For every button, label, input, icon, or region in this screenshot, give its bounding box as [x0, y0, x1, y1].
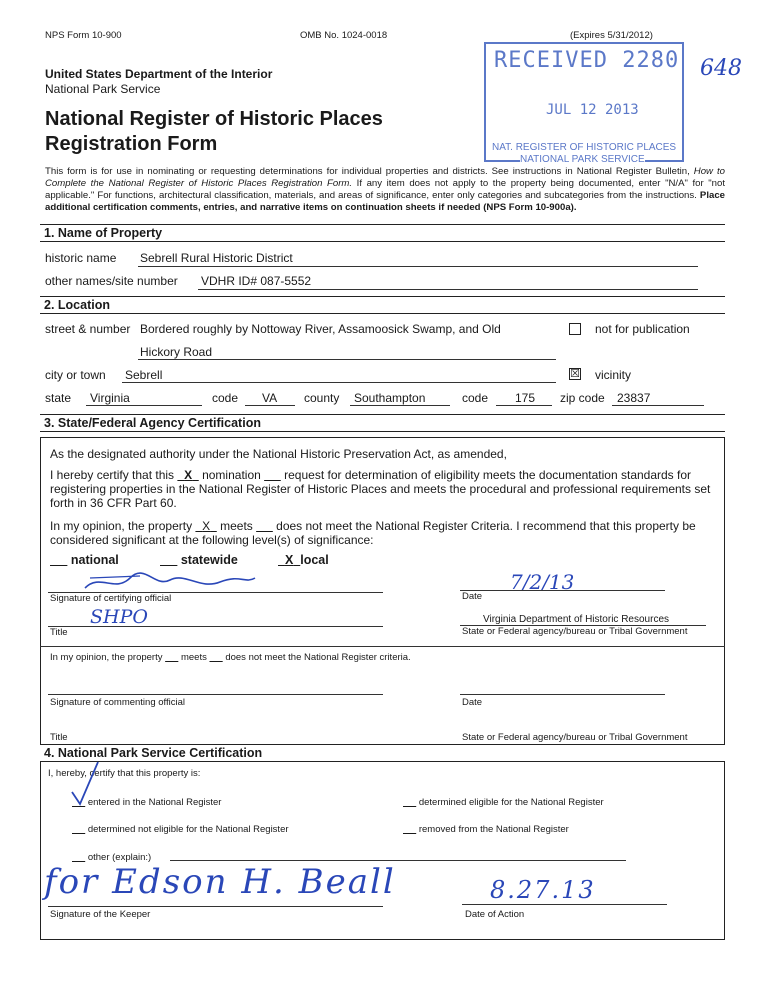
street-value-line2[interactable]: Hickory Road [140, 345, 213, 359]
option-eligible[interactable]: determined eligible for the National Register [418, 797, 604, 808]
expiration-date: (Expires 5/31/2012) [570, 30, 653, 41]
stamp-date: JUL 12 2013 [546, 102, 639, 118]
street-line [138, 359, 556, 360]
nps-certify-intro: I, hereby, certify that this property is: [48, 768, 201, 779]
form-title-line2: Registration Form [45, 133, 218, 155]
state-label: state [45, 391, 72, 405]
certifying-signature-label: Signature of certifying official [50, 593, 172, 604]
other-names-line [198, 289, 698, 290]
certifying-agency-label: State or Federal agency/bureau or Tribal Government [462, 626, 688, 637]
option-entered[interactable]: entered in the National Register [87, 797, 222, 808]
section4-box [40, 762, 725, 940]
nomination-x[interactable]: X [184, 468, 193, 482]
certifying-date-label: Date [462, 591, 483, 602]
other-names-label: other names/site number [45, 274, 178, 288]
zip-value[interactable]: 23837 [617, 391, 651, 405]
zip-label: zip code [560, 391, 605, 405]
level-statewide[interactable]: statewide [180, 553, 238, 567]
county-code-line [496, 405, 552, 406]
not-for-publication-checkbox[interactable] [569, 323, 581, 335]
option-removed[interactable]: removed from the National Register [418, 824, 569, 835]
form-title-line1: National Register of Historic Places [45, 108, 383, 130]
stamp-received: RECEIVED 2280 [494, 48, 680, 73]
section2-heading: 2. Location [40, 296, 725, 314]
instructions-text-2: If any item does not apply to the property being documented, enter "N/A" for "not applicable." For functions, architectural classification, materials, and areas of significance, enter only categories and subcategories from the instructions. [45, 178, 725, 201]
instructions-bulletin-title: How to Complete the National Register of Historic Places Registration Form. [45, 166, 725, 189]
handwritten-reference-number: 648 [700, 56, 742, 81]
agency-name: National Park Service [45, 82, 161, 96]
commenting-agency-label: State or Federal agency/bureau or Tribal Government [462, 732, 688, 743]
keeper-signature-label: Signature of the Keeper [50, 909, 151, 920]
county-code-value[interactable]: 175 [515, 391, 536, 405]
stamp-line1: NAT. REGISTER OF HISTORIC PLACES [492, 142, 677, 153]
option-other[interactable]: other (explain:) [87, 852, 152, 863]
keeper-signature: for Edson H. Beall [44, 862, 396, 902]
county-code-label: code [462, 391, 489, 405]
stamp-line2: NATIONAL PARK SERVICE [520, 154, 645, 165]
vicinity-checkbox[interactable]: ☒ [570, 368, 580, 380]
state-value[interactable]: Virginia [90, 391, 130, 405]
opinion-statement: In my opinion, the property X meets does not meet the National Register Criteria. I recommend that this property be considered significant at the following level(s) of significance: [50, 519, 696, 547]
certifying-agency-value: Virginia Department of Historic Resources [483, 614, 670, 625]
commenting-signature-line [48, 694, 383, 695]
instructions-paragraph [45, 166, 725, 214]
section1-heading: 1. Name of Property [40, 224, 725, 242]
state-code-label: code [212, 391, 239, 405]
commenting-date-label: Date [462, 697, 483, 708]
state-code-line [245, 405, 295, 406]
street-label: street & number [45, 322, 131, 336]
street-value-line1[interactable]: Bordered roughly by Nottoway River, Assamoosick Swamp, and Old [140, 322, 501, 336]
certifying-title-value: SHPO [90, 606, 148, 628]
section3-divider [40, 646, 725, 647]
state-code-value[interactable]: VA [262, 391, 278, 405]
historic-name-label: historic name [45, 251, 117, 265]
section4-heading: 4. National Park Service Certification [40, 744, 725, 762]
instructions-continuation: Place additional certification comments, entries, and narrative items on continuation sheets if needed (NPS Form 10-900a). [45, 190, 725, 213]
commenting-signature-label: Signature of commenting official [50, 697, 186, 708]
city-label: city or town [45, 368, 106, 382]
county-value[interactable]: Southampton [354, 391, 426, 405]
received-stamp [484, 42, 684, 165]
vicinity-label: vicinity [595, 368, 632, 382]
action-date-label: Date of Action [465, 909, 525, 920]
action-date-value: 8.27.13 [490, 876, 596, 904]
certify-statement: I hereby certify that this X nomination request for determination of eligibility meets the documentation standards for registering properties in the National Register of Historic Places and meets the procedural and professional requirements set forth in 36 CFR Part 60. [50, 468, 711, 510]
instructions-text-1: This form is for use in nominating or requesting determinations for individual properties and districts. See instructions in National Register Bulletin, [45, 166, 694, 177]
county-label: county [304, 391, 340, 405]
not-for-publication-label: not for publication [595, 322, 690, 336]
state-line [86, 405, 202, 406]
zip-line [612, 405, 704, 406]
commenting-date-line [460, 694, 665, 695]
certifying-title-label: Title [50, 627, 68, 638]
authority-statement: As the designated authority under the National Historic Preservation Act, as amended, [50, 447, 507, 461]
meets-x[interactable]: X [202, 519, 211, 533]
certifying-title-line [48, 626, 383, 627]
commenting-opinion: In my opinion, the property meets does not meet the National Register criteria. [50, 652, 411, 663]
commenting-title-label: Title [50, 732, 68, 743]
department-name: United States Department of the Interior [45, 67, 273, 81]
certifying-date-line [460, 590, 665, 591]
historic-name-line [138, 266, 698, 267]
omb-number: OMB No. 1024-0018 [300, 30, 388, 41]
form-number: NPS Form 10-900 [45, 30, 122, 41]
certifying-date-value: 7/2/13 [510, 570, 575, 594]
county-line [350, 405, 450, 406]
city-line [122, 382, 556, 383]
level-local[interactable]: X local [284, 553, 329, 567]
section3-heading: 3. State/Federal Agency Certification [40, 414, 725, 432]
city-value[interactable]: Sebrell [125, 368, 163, 382]
level-national[interactable]: national [70, 553, 119, 567]
option-not-eligible[interactable]: determined not eligible for the National Register [87, 824, 289, 835]
other-names-value[interactable]: VDHR ID# 087-5552 [201, 274, 312, 288]
historic-name-value[interactable]: Sebrell Rural Historic District [140, 251, 293, 265]
